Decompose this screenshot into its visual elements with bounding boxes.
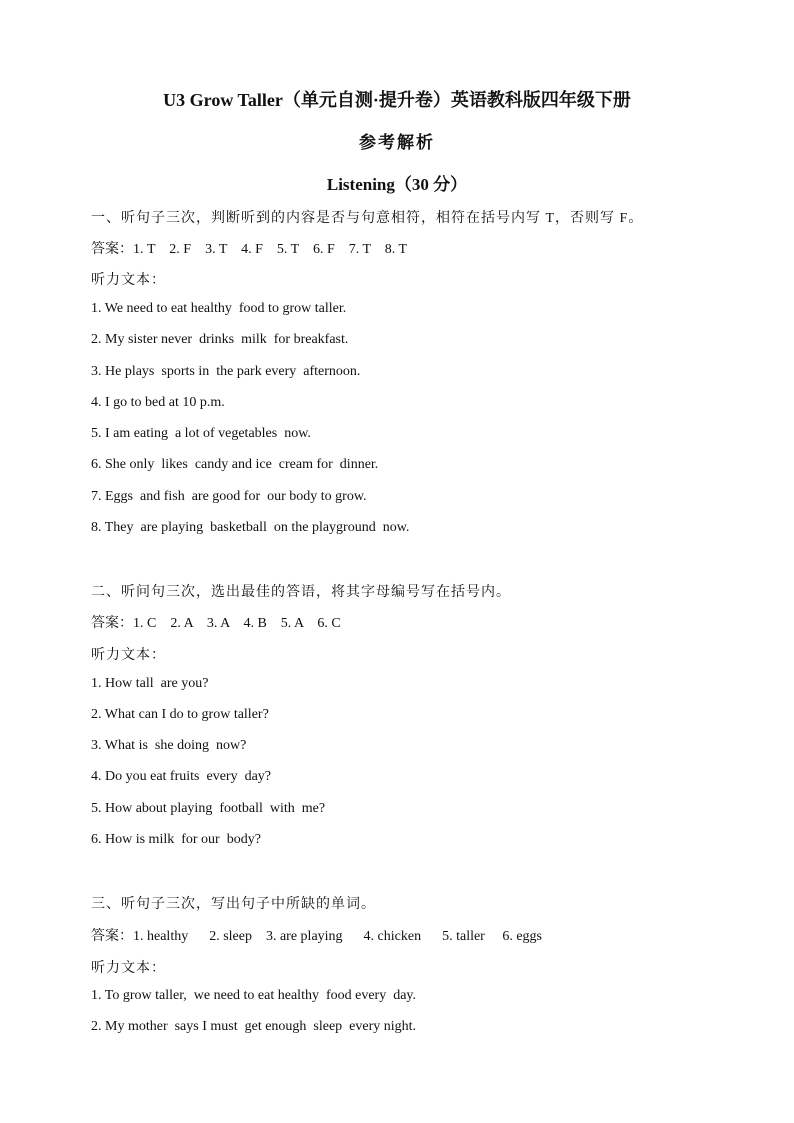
part1-line: 8. They are playing basketball on the playground now. — [91, 520, 410, 535]
part1-line: 7. Eggs and fish are good for our body to grow. — [91, 489, 367, 504]
document-subtitle: 参考解析 — [359, 133, 435, 152]
part1-line: 6. She only likes candy and ice cream for dinner. — [91, 457, 379, 472]
part2-line: 5. How about playing football with me? — [91, 801, 326, 816]
part1-instruction: 一、听句子三次，判断听到的内容是否与句意相符，相符在括号内写 T，否则写 F。 — [91, 211, 644, 226]
part3-instruction: 三、听句子三次，写出句子中所缺的单词。 — [91, 897, 376, 912]
part2-instruction: 二、听问句三次，选出最佳的答语，将其字母编号写在括号内。 — [91, 585, 511, 600]
part1-line: 3. He plays sports in the park every afternoon. — [91, 364, 361, 379]
part1-line: 1. We need to eat healthy food to grow taller. — [91, 301, 347, 316]
document-title: U3 Grow Taller（单元自测·提升卷）英语教科版四年级下册 — [163, 90, 631, 110]
part3-line: 1. To grow taller, we need to eat healthy food every day. — [91, 988, 417, 1003]
part1-line: 4. I go to bed at 10 p.m. — [91, 395, 225, 410]
part2-answers: 答案：1. C 2. A 3. A 4. B 5. A 6. C — [91, 616, 341, 631]
part1-answers: 答案：1. T 2. F 3. T 4. F 5. T 6. F 7. T 8. T — [91, 242, 408, 257]
part1-line: 2. My sister never drinks milk for breakfast. — [91, 332, 349, 347]
part3-line: 2. My mother says I must get enough sleep every night. — [91, 1019, 417, 1034]
part2-line: 2. What can I do to grow taller? — [91, 707, 269, 722]
part3-script-label: 听力文本： — [91, 961, 166, 976]
part2-line: 3. What is she doing now? — [91, 738, 247, 753]
part2-line: 4. Do you eat fruits every day? — [91, 769, 271, 784]
part2-script-label: 听力文本： — [91, 648, 166, 663]
section-heading: Listening（30 分） — [326, 175, 468, 194]
part2-line: 6. How is milk for our body? — [91, 832, 261, 847]
part1-script-label: 听力文本： — [91, 273, 166, 288]
part2-line: 1. How tall are you? — [91, 676, 209, 691]
part3-answers: 答案：1. healthy 2. sleep 3. are playing 4. chicken 5. taller 6. eggs — [91, 929, 543, 944]
part1-line: 5. I am eating a lot of vegetables now. — [91, 426, 311, 441]
